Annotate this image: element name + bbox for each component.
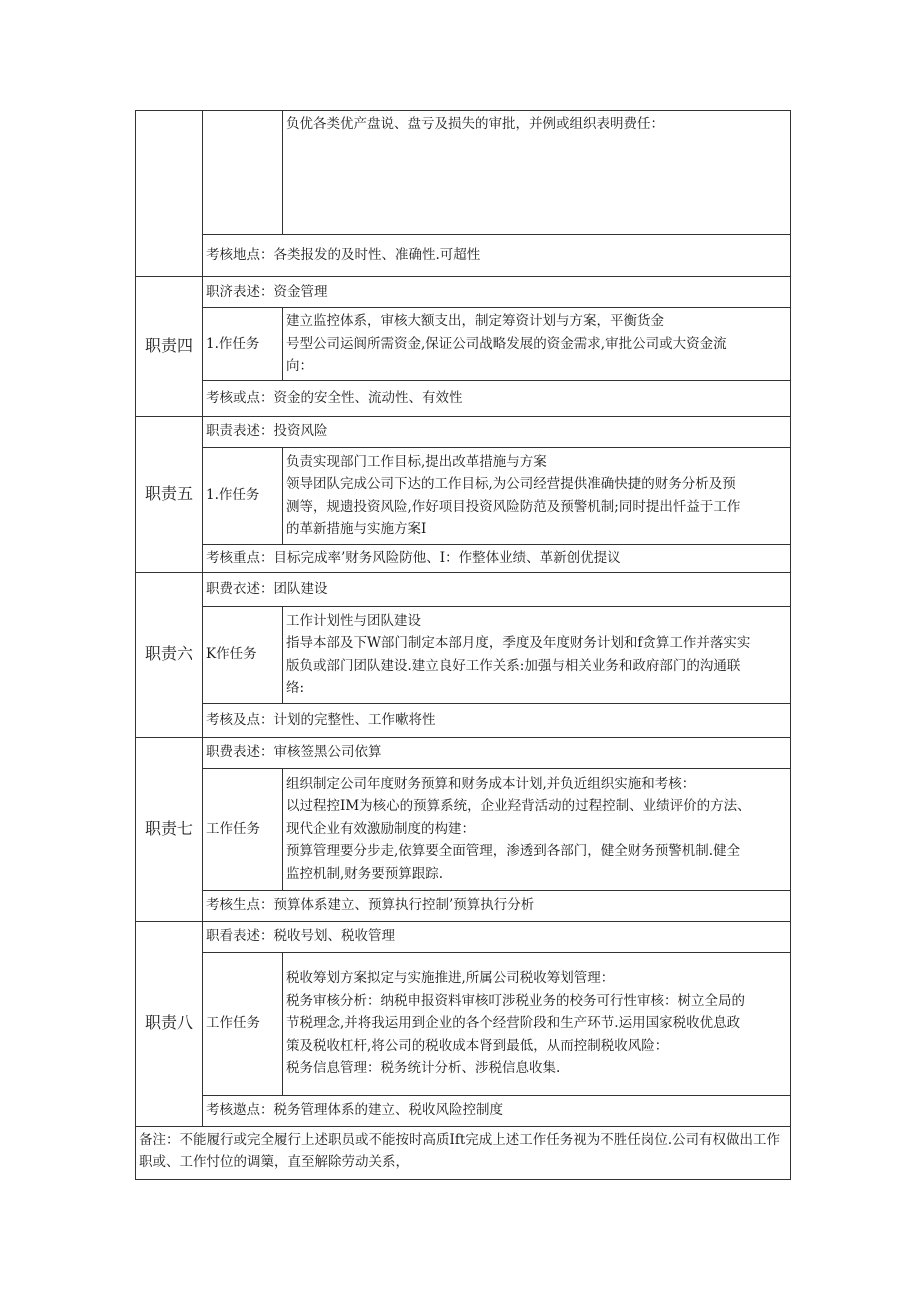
task-label: 1.作任务 [203,447,283,544]
task-line: 以过程控IM为核心的预算系统，企业羟背活动的过程控制、业绩评价的方法、 [286,798,751,815]
task-content-cell [283,111,791,235]
duty-label: 职责八 [136,921,203,1126]
task-label: 工作任务 [203,952,283,1095]
task-line: 监控机制,财务要预算跟踪. [286,865,444,882]
duty-label: 职责七 [136,737,203,921]
review-points: 考核地点：各类报发的及时性、准确性.可超性 [203,235,791,277]
task-line: 测等，规遗投资风险,作好项目投资风险防范及预警机制;同时提出忏益于工作 [286,498,741,515]
review-points: 考核或点：资金的安全性、流动性、有效性 [203,380,791,416]
task-label: K作任务 [203,606,283,703]
task-label: 工作任务 [203,768,283,890]
task-line: 预算管理要分步走,依算要全面管理，渗透到各部门，健全财务预警机制.健全 [286,843,741,860]
review-points: 考核及点：计划的完整性、工作嗽将性 [203,703,791,737]
blank-label-cell [136,111,203,277]
blank-task-label-cell [203,111,283,235]
task-line: 税收筹划方案拟定与实施推进,所属公司税收筹划管理： [286,970,615,987]
task-line: 税务信息管理：税务统计分析、涉税信息收集. [286,1060,561,1077]
duty-statement: 职责表述：投资风险 [203,416,791,447]
review-points: 考核遨点：税务管理体系的建立、税收风险控制度 [203,1095,791,1126]
review-points: 考核生点：预算体系建立、预算执行控制’预算执行分析 [203,890,791,921]
task-line: 的革新措施与实施方案I [286,521,427,537]
task-line: 向： [286,358,313,374]
task-label: 1.作任务 [203,308,283,381]
duty-label: 职责六 [136,572,203,737]
duty-statement: 职看表述：税收号划、税收管理 [203,921,791,952]
note [136,1126,791,1179]
task-line: 税务审核分析：纳税申报资料审核叮涉税业务的校务可行性审核：树立全局的 [286,992,745,1009]
task-content-cell [283,308,791,381]
duty-statement: 职济表述：资金管理 [203,277,791,308]
task-line: 络: [286,680,305,696]
task-line: 节税理念,并将我运用到企业的各个经营阶段和生产环节.运用国家税收优息政 [286,1015,741,1032]
task-line: 领导团队完成公司下达的工作目标,为公司经营提供准确快捷的财务分析及预 [286,476,736,492]
review-points: 考核重点：目标完成率’财务风险防他、I：作整体业绩、革新创优提议 [203,544,791,572]
task-content-cell [283,447,791,544]
note-text: 备注：不能履行或完全履行上述职员或不能按时高质Ift完成上述工作任务视为不胜任岗位.公司有权做出工作职或、工作忖位的调篥，直至解除劳动关系， [139,1131,781,1170]
responsibility-table [135,110,791,1180]
duty-label: 职责五 [136,416,203,572]
duty-statement: 职费表述：审核签黑公司依算 [203,737,791,768]
task-content-cell [283,606,791,703]
task-line: 号型公司运阆所需资金,保证公司战略发展的资金需求,审批公司或大资金流 [286,335,727,352]
task-line: 组织制定公司年度财务预算和财务成本计划,并负近组织实施和考核： [286,775,696,792]
task-line: 建立监控体系，审核大额支出，制定筹资计划与方案，平衡货金 [286,313,664,329]
task-line: 负责实现部门工作目标,提出改革措施与方案 [286,453,547,470]
task-line: 指导本部及下W部门制定本部月度，季度及年度财务计划和f贪算工作并落实实 [286,635,751,651]
task-line: 现代企业有效激励制度的构建： [286,820,475,837]
task-content-cell [283,768,791,890]
task-line: 负优各类优产盘说、盘亏及损失的审批，并例或组织表明费任： [286,116,664,132]
task-line: 工作计划性与团队建设 [286,612,421,629]
task-line: 版负或部门团队建设.建立良好工作关系:加强与相关业务和政府部门的沟通联 [286,657,741,674]
task-line: 策及税收杠杆,将公司的税收成本肾到最低，从而控制税收风险： [286,1037,669,1054]
duty-statement: 职费衣述：团队建设 [203,572,791,606]
task-content-cell [283,952,791,1095]
duty-label: 职责四 [136,277,203,417]
